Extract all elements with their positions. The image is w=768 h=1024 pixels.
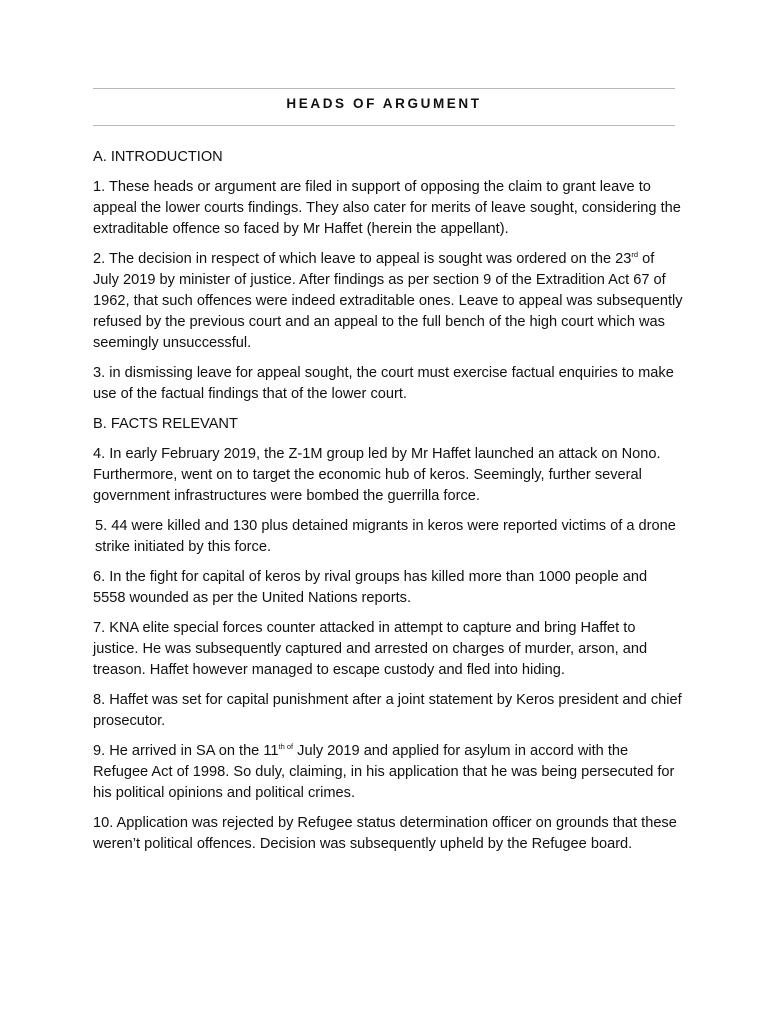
paragraph-9-text-start: 9. He arrived in SA on the 11 bbox=[93, 743, 279, 759]
document-title: HEADS OF ARGUMENT bbox=[286, 96, 482, 111]
paragraph-7: 7. KNA elite special forces counter attacked in attempt to capture and bring Haffet to justice. He was subsequently captured and arrested on charges of murder, arson, and treason. Haffet however managed to escape custody and fled into hiding. bbox=[93, 620, 648, 678]
paragraph-8: 8. Haffet was set for capital punishment after a joint statement by Keros president and chief prosecutor. bbox=[93, 692, 682, 729]
document-body bbox=[93, 147, 683, 864]
paragraph-4: 4. In early February 2019, the Z-1M group led by Mr Haffet launched an attack on Nono. Furthermore, went on to target the economic hub of keros. Seemingly, further several government infrastructures were bombed the guerrilla force. bbox=[93, 446, 661, 504]
paragraph-9-text-end: July 2019 and applied for asylum in accord with the Refugee Act of 1998. So duly, claiming, in his application that he was being persecuted for his political opinions and political crimes. bbox=[93, 743, 675, 801]
paragraph-10: 10. Application was rejected by Refugee status determination officer on grounds that these weren’t political offences. Decision was subsequently upheld by the Refugee board. bbox=[93, 815, 677, 852]
paragraph-3: 3. in dismissing leave for appeal sought, the court must exercise factual enquiries to make use of the factual findings that of the lower court. bbox=[93, 365, 674, 402]
paragraph-2-text-start: 2. The decision in respect of which leave to appeal is sought was ordered on the 23 bbox=[93, 251, 632, 267]
section-heading-facts: B. FACTS RELEVANT bbox=[93, 416, 238, 432]
paragraph-5: 5. 44 were killed and 130 plus detained migrants in keros were reported victims of a drone strike initiated by this force. bbox=[95, 518, 676, 555]
paragraph-9 bbox=[93, 741, 683, 804]
section-heading-introduction: A. INTRODUCTION bbox=[93, 149, 223, 165]
paragraph-2-text-end: of July 2019 by minister of justice. After findings as per section 9 of the Extradition Act 67 of 1962, that such offences were indeed extraditable ones. Leave to appeal was subsequently refused by the previous court and an appeal to the full bench of the high court which was seemingly unsuccessful. bbox=[93, 251, 683, 351]
paragraph-9-superscript: th of bbox=[278, 742, 294, 751]
paragraph-1: 1. These heads or argument are filed in support of opposing the claim to grant leave to appeal the lower courts findings. They also cater for merits of leave sought, considering the extraditable offence so faced by Mr Haffet (herein the appellant). bbox=[93, 179, 681, 237]
paragraph-2 bbox=[93, 249, 683, 354]
title-top-rule bbox=[93, 88, 675, 89]
title-bottom-rule bbox=[93, 125, 675, 126]
paragraph-2-superscript: rd bbox=[631, 250, 639, 259]
paragraph-6: 6. In the fight for capital of keros by rival groups has killed more than 1000 people and 5558 wounded as per the United Nations reports. bbox=[93, 569, 648, 606]
